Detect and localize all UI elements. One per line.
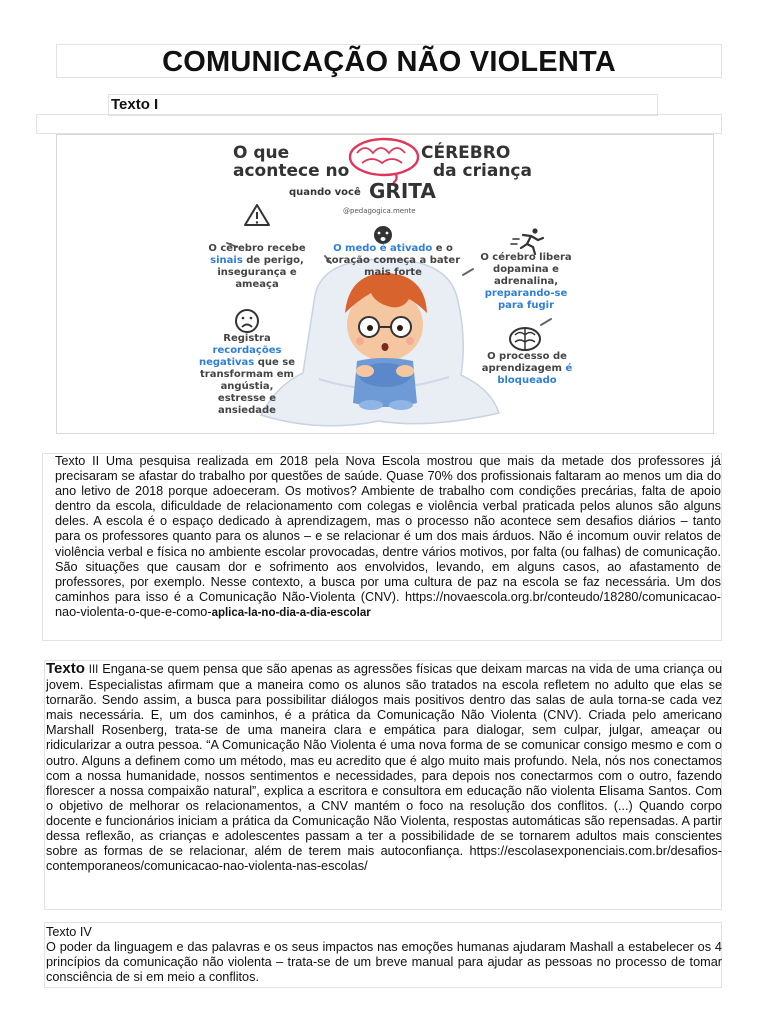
texto4-body: O poder da linguagem e das palavras e os seus impactos nas emoções humanas ajudaram Mashall a estabelecer os 4 princípios da comunicação não violenta – trata-se de um breve manual para ajudar as pessoas no processo de tomar consciência de si em meio a conflitos. <box>46 940 722 985</box>
headline-line2a: acontece no <box>233 161 350 181</box>
brain-small-icon <box>510 328 540 350</box>
headline-grita: GRITA <box>369 179 436 203</box>
texto4-paragraph <box>46 925 722 985</box>
anxious-face-icon <box>374 226 392 244</box>
info-left-top: O cérebro recebe sinais de perigo, insegurança e ameaça <box>208 243 306 290</box>
brain-icon <box>350 139 418 183</box>
sad-face-icon <box>236 310 258 332</box>
texto2-paragraph <box>55 454 721 621</box>
texto2-link-end: aplica-la-no-dia-a-dia-escolar <box>211 606 371 619</box>
headline-line2b: da criança <box>433 161 532 181</box>
texto1-label: Texto I <box>108 94 658 116</box>
page-title: COMUNICAÇÃO NÃO VIOLENTA <box>56 44 722 78</box>
info-right-top: O cérebro libera dopamina e adrenalina, preparando-se para fugir <box>480 252 572 311</box>
handle: @pedagogica.mente <box>343 207 416 215</box>
empty-table-row <box>36 114 722 134</box>
infographic <box>56 134 714 434</box>
texto4-label: Texto IV <box>46 925 92 939</box>
warning-icon <box>245 205 269 225</box>
texto2-body: Uma pesquisa realizada em 2018 pela Nova Escola mostrou que mais da metade dos professores já precisaram se afastar do trabalho por questões de saúde. Quase 70% dos profissionais faltaram ao menos um dia do ano letivo de 2018 porque adoeceram. Os motivos? Ambiente de trabalho com condições precárias, falta de apoio dentro da escola, dificuldade de relacionamento com colegas e violência verbal praticada pelos alunos são alguns deles. A escola é o espaço dedicado à aprendizagem, mas o processo não acontece sem desafios diários – tanto para os professores quanto para os alunos – e se relacionar é um dos mais árduos. Não é incomum ouvir relatos de violência verbal e física no ambiente escolar provocadas, dentre vários motivos, por falta (ou falhas) de comunicação. São situações que causam dor e sofrimento aos envolvidos, levando, em alguns casos, ao afastamento de professores, por exemplo. Nesse contexto, a busca por uma cultura de paz na escola se faz necessária. Um dos caminhos para isso é a Comunicação Não-Violenta (CNV). https://novaescola.org.br/conteudo/18280/comunicacao-nao-violenta-o-que-e-como- <box>55 454 721 619</box>
running-person-icon <box>511 228 543 254</box>
child-illustration <box>345 273 427 410</box>
info-center-top: O medo é ativado e o coração começa a bater mais forte <box>325 243 461 278</box>
texto3-label-roman: III <box>88 664 99 676</box>
texto3-body: Engana-se quem pensa que são apenas as agressões físicas que deixam marcas na vida de uma criança ou jovem. Especialistas afirmam que a maneira como os alunos são tratados na escola refletem no adulto que elas se tornarão. Sendo assim, a busca para possibilitar diálogos mais positivos dentro das salas de aula torna-se cada vez mais necessária. E, um dos caminhos, é a prática da Comunicação Não Violenta (CNV). Criada pelo americano Marshall Rosenberg, trata-se de uma maneira clara e empática para dialogar, sem culpar, julgar, ameaçar ou ridicularizar a outra pessoa. “A Comunicação Não Violenta é uma nova forma de se comunicar consigo mesmo e com o outro. Alguns a definem como um método, mas eu acredito que é algo muito mais profundo. Nela, nós nos conectamos com a nossa humanidade, nossos sentimentos e necessidades, para depois nos conectarmos com o outro, fazendo florescer a nossa compaixão natural”, explica a escritora e consultora em educação não violenta Elisama Santos. Com o objetivo de melhorar os relacionamentos, a CNV mantém o foco na resolução dos conflitos. (...) Quando corpo docente e funcionários iniciam a prática da Comunicação Não Violenta, respostas automáticas são repensadas. A partir dessa reflexão, as crianças e adolescentes passam a ter a possibilidade de se tornarem adultos mais conscientes sobre as formas de se relacionar, além de terem mais autoconfiança. https://escolasexponenciais.com.br/desafios-contemporaneos/comunicacao-nao-violenta-nas-escolas/ <box>46 662 722 874</box>
info-left-bottom: Registra recordações negativas que se transformam em angústia, estresse e ansiedade <box>199 333 295 416</box>
texto3-label-word: Texto <box>46 660 85 677</box>
info-right-bottom: O processo de aprendizagem é bloqueado <box>481 351 573 386</box>
texto2-label: Texto II <box>55 454 100 468</box>
texto3-paragraph <box>46 661 722 874</box>
headline-when: quando você <box>289 187 361 198</box>
headline-brain: CÉREBRO <box>421 143 511 163</box>
headline-line1: O que <box>233 143 290 163</box>
